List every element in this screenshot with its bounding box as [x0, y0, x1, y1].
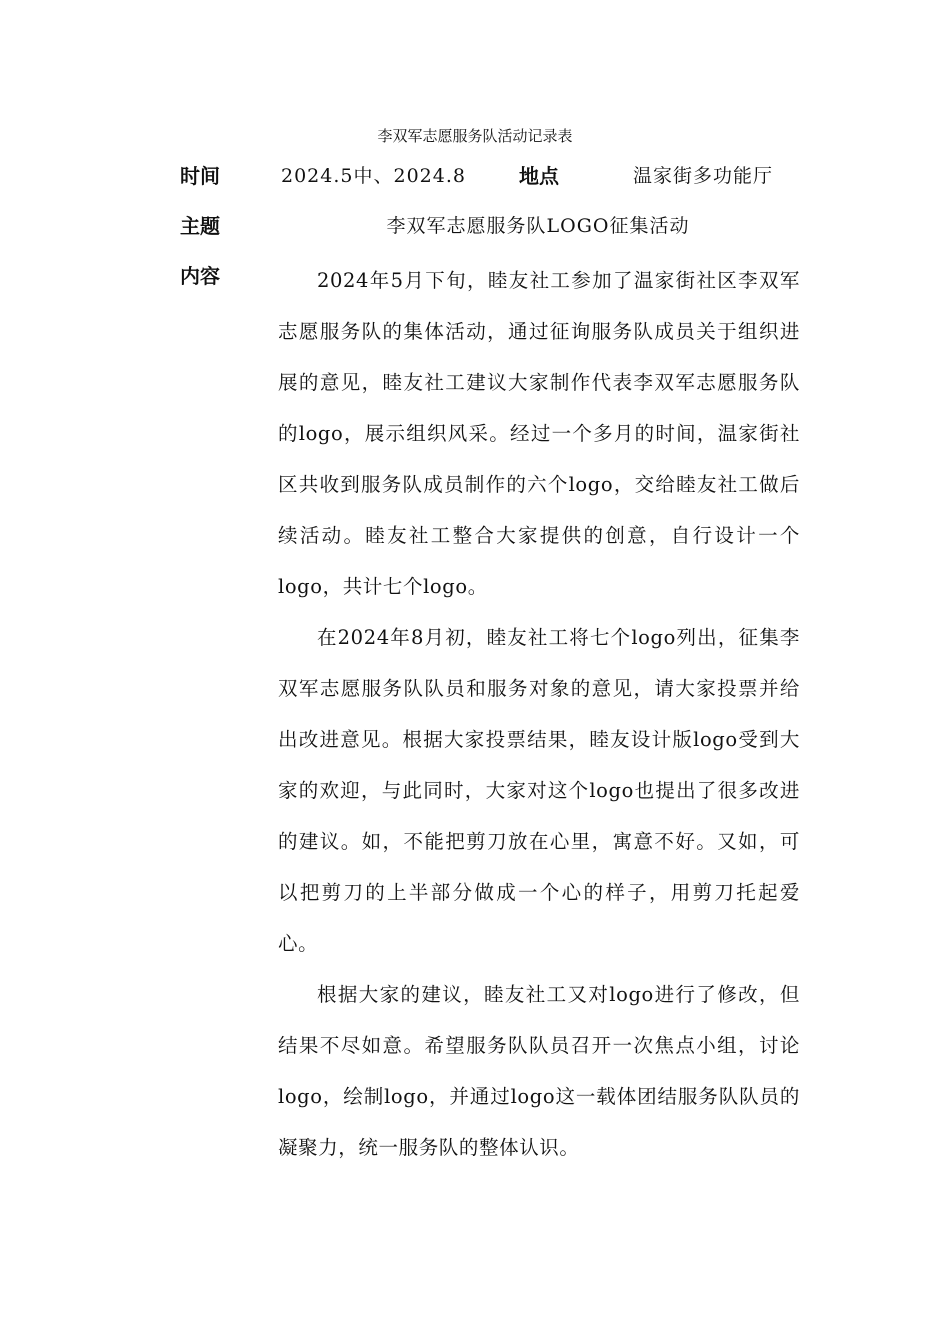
content-paragraph: 根据大家的建议，睦友社工又对logo进行了修改，但结果不尽如意。希望服务队队员召开一次焦点小组，讨论logo，绘制logo，并通过logo这一载体团结服务队队员的凝聚力，统一服务队的整体认识。 [278, 983, 800, 1159]
theme-value: 李双军志愿服务队LOGO征集活动 [386, 215, 690, 237]
place-label: 地点 [519, 164, 559, 188]
theme-label: 主题 [180, 214, 220, 238]
content-paragraph: 2024年5月下旬，睦友社工参加了温家街社区李双军志愿服务队的集体活动，通过征询服务队成员关于组织进展的意见，睦友社工建议大家制作代表李双军志愿服务队的logo，展示组织风采。经过一个多月的时间，温家街社区共收到服务队成员制作的六个logo，交给睦友社工做后续活动。睦友社工整合大家提供的创意，自行设计一个logo，共计七个logo。 [278, 269, 800, 598]
time-label: 时间 [180, 164, 220, 188]
content-paragraph: 在2024年8月初，睦友社工将七个logo列出，征集李双军志愿服务队队员和服务对象的意见，请大家投票并给出改进意见。根据大家投票结果，睦友设计版logo受到大家的欢迎，与此同时，大家对这个logo也提出了很多改进的建议。如，不能把剪刀放在心里，寓意不好。又如，可以把剪刀的上半部分做成一个心的样子，用剪刀托起爱心。 [278, 626, 800, 955]
place-value: 温家街多功能厅 [633, 165, 774, 187]
content-label: 内容 [180, 264, 220, 288]
time-value: 2024.5中、2024.8 [281, 165, 466, 187]
content-body [278, 255, 800, 1173]
document-title: 李双军志愿服务队活动记录表 [377, 127, 573, 145]
